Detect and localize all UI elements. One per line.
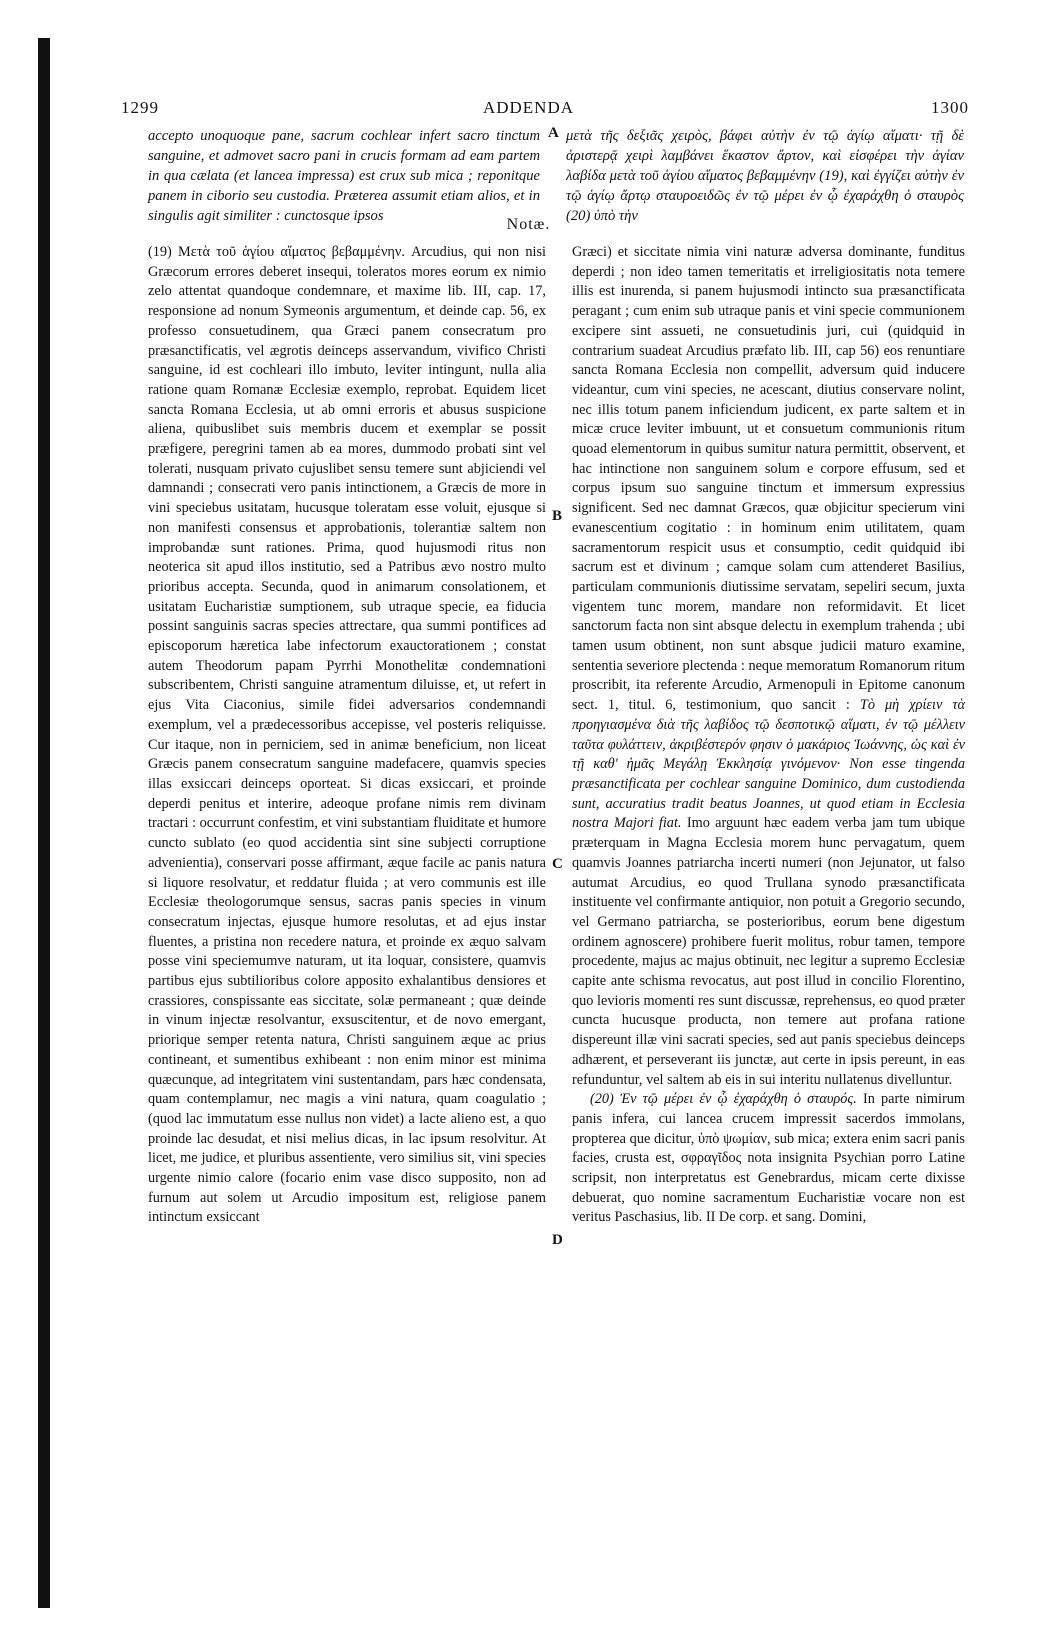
margin-marker-d: D — [552, 1232, 563, 1248]
margin-marker-b: B — [552, 508, 563, 524]
notes-right-greek-quote: Τὸ μὴ χρίειν τὰ προηγιασμένα διὰ τῆς λαβίδος τῷ δεσποτικῷ αἵματι, ἐν τῷ μέλλειν ταῦτα φυλάττειν, ἀκριβέστερόν φησιν ὁ μακάριος Ἰωάννης, ὡς καὶ ἐν τῇ καθ' ἡμᾶς Μεγάλῃ Ἐκκλησίᾳ γινόμενον· — [572, 697, 966, 773]
margin-marker-c: C — [552, 856, 563, 872]
latin-text-top: accepto unoquoque pane, sacrum cochlear infert sacro tinctum sanguine, et admovet sacro pani in crucis formam ad eam partem in qua cælata (et lancea impressa) est crux sub mica ; reponitque panem in ciborio seu custodia. Præterea assumit etiam alios, et in singulis agit similiter : cunctosque ipsos — [148, 128, 540, 224]
greek-text-top: μετὰ τῆς δεξιᾶς χειρὸς, βάφει αὐτὴν ἐν τῷ ἁγίῳ αἵματι· τῇ δὲ ἀριστερᾷ χειρὶ λαμβάνει ἕκαστον ἄρτον, καὶ εἰσφέρει τὴν ἁγίαν λαβίδα μετὰ τοῦ ἁγίου αἵματος βεβαμμένην (19), καὶ ἐγγίζει αὐτὴν ἐν τῷ ἁγίῳ ἄρτῳ σταυροειδῶς ἐν τῷ μέρει ἐν ᾧ ἐχαράχθη ὁ σταυρὸς (20) ὑπὸ τὴν — [566, 128, 964, 224]
running-title: ADDENDA — [482, 98, 575, 117]
margin-marker-a: A — [548, 125, 559, 141]
page-number-left: 1299 — [121, 98, 159, 117]
notes-right-para-1: Græci) et siccitate nimia vini naturæ adversa dominante, funditus deperdi ; non ideo tamen temeritatis et irreligiositatis nota temere illis est inurenda, si panem hujusmodi intincto sua præsanctificata peragant ; cum enim sub utraque panis et vini specie communionem excipere sint assueti, ne consuetudinis juri, cui (quidquid in contrarium suadeat Arcudius præfato lib. III, cap 56) eos renuntiare sancta Romana Ecclesia non compellit, adversum quid inducere videantur, cum vini species, ne acescant, diutius conservare nolint, nec illis totum panem inficiendum judicent, ex parte saltem et in micæ cruce leviter imbuunt, ut et consuetum communionis ritum quoad elementorum in quibus sumitur natura permittit, observent, et hac intinctione non sanguinem solum e corpore effusum, sed et corpus ipsum suo sanguine tinctum et immersum expressius significent. Sed nec damnat Græcos, quæ objicitur specierum vini evanescentium cogitatio : in hominum enim utilitatem, quam sacramentorum respicit usus et consumptio, cedit quidquid ibi sacrum est et divinum ; camque solam cum attenderet Basilius, particulam communionis diutissime servatam, sepeliri secum, juxta vigentem tunc morem, mandare non reformidavit. Et licet sanctorum facta non sint absque delectu in exemplum trahenda ; ubi tamen usum obtinent, non sunt absque judicii maturo examine, sententia severiore plectenda : neque memoratum Romanorum ritum proscribit, ita referente Arcudio, Armenopuli in Epitome canonum sect. 1, titul. 6, testimonium, quo sancit : — [572, 244, 965, 714]
notes-left-column: (19) Μετὰ τοῦ ἁγίου αἵματος βεβαμμένην. Arcudius, qui non nisi Græcorum errores deberet insequi, toleratos mores eorum ex nimio zelo attentat quandoque condemnare, et maxime lib. III, cap. 17, responsione ad nonum Symeonis argumentum, et deinde cap. 56, ex professo consuetudinem, qua Græci panem consecratum pro præsanctificatis, vel ægrotis deinceps asservandum, vivifico Christi sanguine, id est cochleari illo imbuto, leviter intingunt, nulla alia ratione quam Romanæ Ecclesiæ exemplo, reprobat. Equidem licet sancta Romana Ecclesia, ut ab omni erroris et abusus suspicione aliena, quibuslibet suis membris ducem et exemplar se possit præfigere, peregrini tamen ab ea mores, dummodo probati sint vel tolerati, nusquam privato cujuslibet sensu temere sunt abjiciendi vel damnandi ; consecrati vero panis intinctionem, a Græcis de more in vini speciebus usitatam, hucusque toleratam esse voluit, ejusque si non manifesti consensus et approbationis, tolerantiæ saltem non improbandæ sunt rationes. Prima, quod hujusmodi ritus non neoterica sit apud illos institutio, sed a Patribus ævo nostro multo prioribus accepta. Secunda, quod in animarum consolationem, et usitatam Eucharistiæ sumptionem, sub utraque specie, ea fiducia possint sanguinis sacras species attrectare, qua summi pontifices ad episcoporum hæretica labe infectorum exauctorationem ; constat autem Theodorum papam Pyrrhi Monothelitæ condemnationi subscribentem, Christi sanguine atramentum diluisse, et, ut refert in ejus Vita Ciaconius, simile fidei adversarios condemnandi exemplum, vel a prædecessoribus accepisse, vel posteris reliquisse. Cur itaque, non in perniciem, sed in animæ beneficium, non liceat Græcis panem consecratum sanguine madefacere, quamvis species illas exsiccari deinceps oporteat. Si dicas exsiccari, et proinde deperdi penitus et interire, adeoque profane nimis rem divinam tractari : occurrunt confestim, et vini substantiam fluiditate et humore cuncto sublato (eo quod accidentia sint sine subjecti corruptione advenientia), conservari posse affirmant, æque facile ac panis natura si liquore resolvatur, et reddatur fluida ; at vero communis est ille Ecclesiæ theologorumque sensus, sacras panis species in vinum consecratum injectas, ejusque humore resolutas, et ad ejus instar fluentes, a pristina non recedere natura, et proinde ex æquo salvam posse vini speciemumve naturam, ut ita loquar, consistere, quamvis partibus ejus subtilioribus colore apposito exhalantibus densiores et crassiores, conspissante eas siccitate, solæ permaneant ; quæ deinde in vinum injectæ resolvantur, exsuscitentur, et de novo emergant, priorique semper retenta natura, Christi sanguinem æque ac prius contineant, et sumentibus exhibeant : non enim minor est minima quæcunque, ad integritatem vini sustentandam, pars hæc condensata, quam contemplamur, nec magis a vini natura, quam coagulatio ; (quod lac immutatum esse nullus non videt) a lacte alieno est, a quo proinde lac desudat, et nisi melius dicas, in lac ipsum resolvitur. At licet, me judice, et pluribus assentiente, vero similius sit, vini species urgente nimio calore (focario enim vase disco supposito, non ad furnum aut solem ut Arcudio impositum est, religiose panem intinctum exsiccant — [148, 244, 546, 1226]
page-number-right: 1300 — [931, 98, 969, 117]
notes-right-latin-translation: Non esse tingenda præsanctificata per cochlear sanguine Dominico, dum custodienda sunt, accuratius tradit beatus Joannes, ut quod etiam in Ecclesia nostra Majori fiat. — [572, 756, 965, 832]
note-20-lemma: (20) Ἐν τῷ μέρει ἐν ᾧ ἐχαράχθη ὁ σταυρός. — [590, 1091, 857, 1108]
notes-heading: Notæ. — [506, 216, 551, 233]
note-20-text: In parte nimirum panis infera, cui lancea crucem impressit sacerdos immolans, propterea que dicitur, ὑπὸ ψωμίαν, sub mica; extera enim sacri panis facies, crusta est, σφραγῖδος nota insignita Psychian porro Latine scripsit, non interpretatus est Genebrardus, micam certe dixisse debuerat, quo nomine sacramentum Eucharistiæ vocare non est veritus Paschasius, lib. II De corp. et sang. Domini, — [572, 1091, 966, 1226]
notes-right-column — [572, 243, 965, 1228]
notes-right-para-2: Imo arguunt hæc eadem verba jam tum ubique præterquam in Magna Ecclesia morem hunc pervagatum, quem quamvis Joannes patriarcha incerti numeri (non Jejunator, ut falso autumat Arcudius, eo quod Trullana synodo præsanctificata instituente vel confirmante antiquior, non potuit a Gregorio secundo, vel Germano patriarcha, se posterioribus, eorum bene digestum ordinem agnoscere) prohibere fuerit molitus, robur tamen, tempore procedente, majus ac majus obtinuit, nec legitur a supremo Ecclesiæ capite ante schisma revocatus, aut post illud in concilio Florentino, quo levioris momenti res sunt discussæ, reprehensus, eo quod præter cuncta hucusque producta, non temere aut profana ratione dispereunt illæ vini sacrati species, sed aut panis speciebus deinceps adhærent, et perseverant iis junctæ, aut certe in ipsis pereunt, in eas refunduntur, vel saltem ab eis in sui interitu nullatenus divelluntur. — [572, 815, 966, 1088]
scan-edge-bar — [38, 38, 50, 1608]
